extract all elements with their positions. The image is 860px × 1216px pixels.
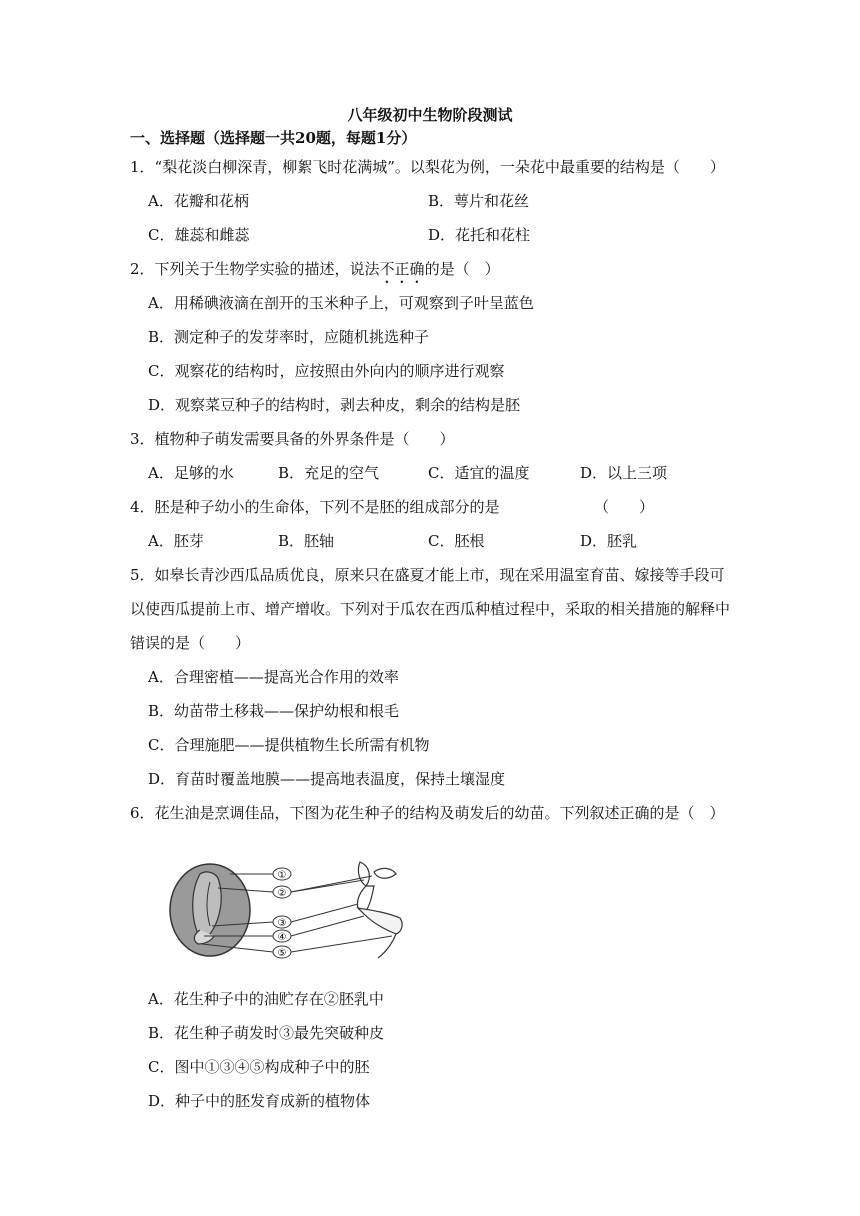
question-3-option-b: B．充足的空气 (278, 464, 380, 482)
question-6-option-a: A．花生种子中的油贮存在②胚乳中 (148, 990, 384, 1008)
question-3-stem: 3．植物种子萌发需要具备的外界条件是（ ） (130, 430, 455, 448)
question-3-option-d: D．以上三项 (580, 464, 668, 482)
svg-text:⑤: ⑤ (277, 948, 287, 959)
svg-text:①: ① (277, 870, 287, 881)
question-6-option-d: D．种子中的胚发育成新的植物体 (148, 1092, 371, 1110)
svg-text:③: ③ (277, 918, 287, 929)
question-4-answer-paren: （ ） (594, 498, 655, 516)
question-5-stem-line-2: 以使西瓜提前上市、增产增收。下列对于瓜农在西瓜种植过程中，采取的相关措施的解释中 (130, 600, 731, 618)
label-4 (273, 930, 291, 943)
question-1-option-c: C．雄蕊和雌蕊 (148, 226, 250, 244)
label-2 (273, 886, 291, 899)
question-1-stem: 1．“梨花淡白柳深青，柳絮飞时花满城”。以梨花为例，一朵花中最重要的结构是（ ） (130, 158, 725, 176)
question-2-stem-pre: 2．下列关于生物学实验的描述，说法 (130, 260, 380, 278)
question-5-option-a: A．合理密植——提高光合作用的效率 (148, 668, 399, 686)
question-2-option-d: D．观察菜豆种子的结构时，剥去种皮，剩余的结构是胚 (148, 396, 521, 414)
question-2-option-c: C．观察花的结构时，应按照由外向内的顺序进行观察 (148, 362, 505, 380)
question-5-stem-line-1: 5．如皋长青沙西瓜品质优良，原来只在盛夏才能上市，现在采用温室育苗、嫁接等手段可 (130, 566, 725, 584)
question-5-stem-line-3: 错误的是（ ） (130, 634, 251, 652)
svg-text:④: ④ (277, 932, 287, 943)
peanut-seed-diagram (160, 852, 430, 962)
question-4-option-c: C．胚根 (428, 532, 485, 550)
question-2-option-a: A．用稀碘液滴在剖开的玉米种子上，可观察到子叶呈蓝色 (148, 294, 534, 312)
question-2-option-b: B．测定种子的发芽率时，应随机挑选种子 (148, 328, 430, 346)
seedling-leaf-left (358, 862, 369, 886)
question-5-option-d: D．育苗时覆盖地膜——提高地表温度，保持土壤湿度 (148, 770, 506, 788)
question-2-emphasis: 不正确 (379, 260, 425, 278)
question-2-stem-post: 的是（ ） (424, 260, 500, 278)
question-5-option-c: C．合理施肥——提供植物生长所需有机物 (148, 736, 430, 754)
label-5 (273, 946, 291, 959)
question-1-option-d: D．花托和花柱 (428, 226, 531, 244)
page-title: 八年级初中生物阶段测试 (347, 106, 513, 124)
question-4-option-b: B．胚轴 (278, 532, 335, 550)
question-3-option-a: A．足够的水 (148, 464, 234, 482)
question-1-option-b: B．萼片和花丝 (428, 192, 530, 210)
question-1-option-a: A．花瓣和花柄 (148, 192, 249, 210)
label-1 (273, 868, 291, 881)
question-6-option-c: C．图中①③④⑤构成种子中的胚 (148, 1058, 370, 1076)
question-6-stem: 6．花生油是烹调佳品，下图为花生种子的结构及萌发后的幼苗。下列叙述正确的是（ ） (130, 804, 725, 822)
question-4-option-a: A．胚芽 (148, 532, 204, 550)
section-heading: 一、选择题（选择题一共20题，每题1分） (130, 129, 417, 147)
seedling-leaf-right (374, 868, 396, 878)
question-5-option-b: B．幼苗带土移栽——保护幼根和根毛 (148, 702, 400, 720)
question-2-stem (130, 258, 500, 287)
question-3-option-c: C．适宜的温度 (428, 464, 530, 482)
question-4-option-d: D．胚乳 (580, 532, 638, 550)
seedling-cotyledon (358, 908, 402, 934)
svg-text:②: ② (277, 888, 287, 899)
question-4-stem: 4．胚是种子幼小的生命体，下列不是胚的组成部分的是 (130, 498, 500, 516)
question-6-option-b: B．花生种子萌发时③最先突破种皮 (148, 1024, 385, 1042)
label-3 (273, 916, 291, 929)
